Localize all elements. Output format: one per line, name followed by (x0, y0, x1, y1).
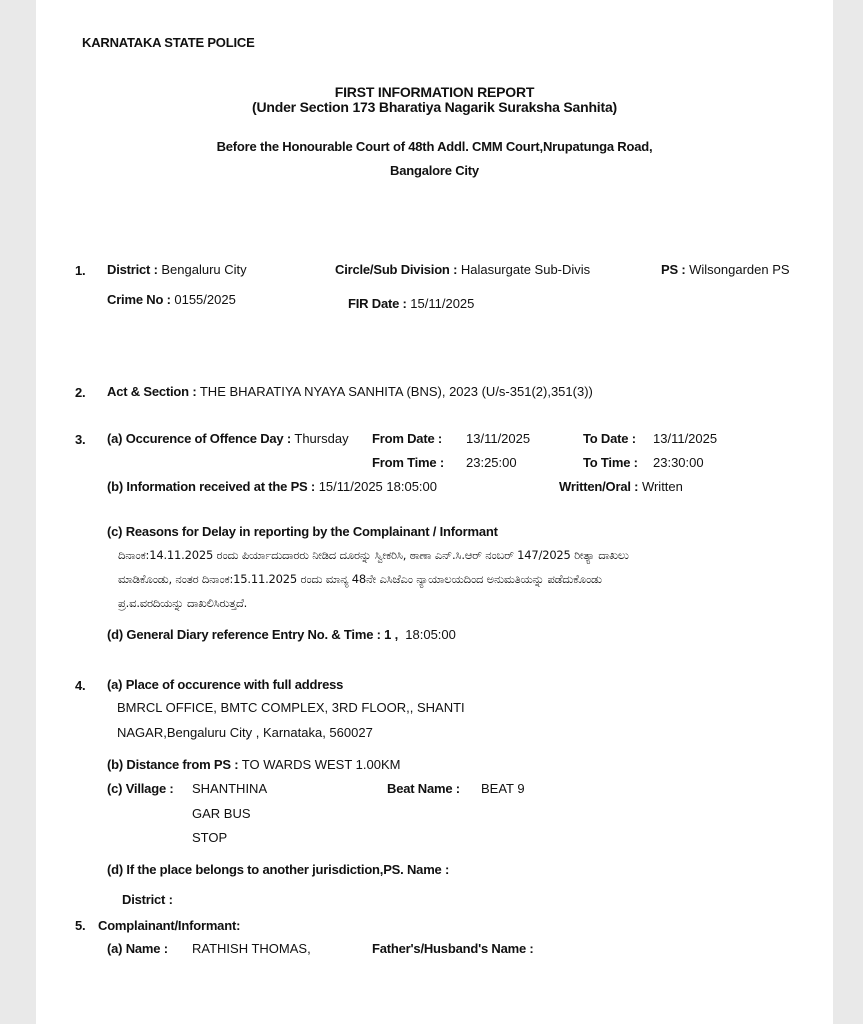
district-value: Bengaluru City (161, 262, 247, 277)
offence-day-field (107, 431, 349, 447)
father-name-label: Father's/Husband's Name : (372, 941, 534, 956)
from-date-label: From Date : (372, 431, 443, 446)
fir-date-field (348, 296, 474, 312)
to-date-value: 13/11/2025 (653, 431, 718, 446)
section-number: 1. (75, 263, 86, 278)
village-value-line: SHANTHINA (192, 781, 268, 796)
section-number: 4. (75, 678, 86, 693)
from-date-value: 13/11/2025 (466, 431, 531, 446)
beat-value: BEAT 9 (481, 781, 525, 796)
from-time-value: 23:25:00 (466, 455, 517, 470)
delay-reason-line: ಮಾಡಿಕೊಂಡು, ನಂತರ ದಿನಾಂಕ:15.11.2025 ರಂದು ಮಾನ್ಯ 48ನೇ ಎಸಿಜೆಎಂ ನ್ಯಾಯಾಲಯದಿಂದ ಅನುಮತಿಯನ್ನು ಪಡೆದುಕೊಂಡು (118, 572, 602, 586)
fir-date-value: 15/11/2025 (410, 296, 475, 311)
crime-no-label: Crime No : (107, 292, 171, 307)
place-address-line: BMRCL OFFICE, BMTC COMPLEX, 3RD FLOOR,, SHANTI (117, 700, 465, 715)
circle-field (335, 262, 590, 278)
delay-reason-line: ಪ್ರ.ವ.ವರದಿಯನ್ನು ದಾಖಲಿಸಿರುತ್ತದೆ. (118, 596, 248, 610)
to-time-label: To Time : (583, 455, 638, 470)
general-diary-field (107, 627, 456, 643)
complainant-name-label: (a) Name : (107, 941, 168, 956)
crime-no-field (107, 292, 236, 308)
ps-field (661, 262, 790, 278)
district-label: District : (107, 262, 158, 277)
to-date-label: To Date : (583, 431, 636, 446)
written-oral-label: Written/Oral : (559, 479, 639, 494)
village-value-line: STOP (192, 830, 228, 845)
circle-label: Circle/Sub Division : (335, 262, 458, 277)
complainant-name-value: RATHISH THOMAS, (192, 941, 311, 956)
circle-value: Halasurgate Sub-Divis (460, 262, 591, 277)
crime-no-value: 0155/2025 (174, 292, 236, 307)
act-label: Act & Section : (107, 384, 197, 399)
general-diary-time: 18:05:00 (405, 627, 456, 642)
ps-label: PS : (661, 262, 686, 277)
fir-document (36, 0, 833, 1024)
info-received-field (107, 479, 437, 495)
act-value: THE BHARATIYA NYAYA SANHITA (BNS), 2023 (U/s-351(2),351(3)) (199, 384, 593, 399)
distance-value: TO WARDS WEST 1.00KM (241, 757, 401, 772)
written-oral-field (559, 479, 683, 495)
info-received-label: (b) Information received at the PS : (107, 479, 316, 494)
place-label: (a) Place of occurence with full address (107, 677, 344, 692)
report-subtitle: (Under Section 173 Bharatiya Nagarik Suraksha Sanhita) (252, 99, 617, 115)
beat-label: Beat Name : (387, 781, 460, 796)
court-line-2: Bangalore City (390, 163, 479, 178)
offence-day-value: Thursday (294, 431, 349, 446)
offence-day-label: (a) Occurence of Offence Day : (107, 431, 291, 446)
to-time-value: 23:30:00 (653, 455, 704, 470)
delay-reason-label: (c) Reasons for Delay in reporting by the Complainant / Informant (107, 524, 498, 539)
village-value-line: GAR BUS (192, 806, 251, 821)
from-time-label: From Time : (372, 455, 444, 470)
section-number: 5. (75, 918, 86, 933)
info-received-value: 15/11/2025 18:05:00 (318, 479, 438, 494)
distance-field (107, 757, 400, 773)
ps-value: Wilsongarden PS (689, 262, 790, 277)
jurisdiction-label: (d) If the place belongs to another jurisdiction,PS. Name : (107, 862, 450, 877)
report-title: FIRST INFORMATION REPORT (334, 84, 535, 100)
delay-reason-line: ದಿನಾಂಕ:14.11.2025 ರಂದು ಪಿರ್ಯಾದುದಾರರು ನೀಡಿದ ದೂರನ್ನು ಸ್ವೀಕರಿಸಿ, ಠಾಣಾ ಎನ್.ಸಿ.ಆರ್ ನಂಬರ್ 147/2025 ರೀತ್ಯಾ ದಾಖಲು (118, 548, 629, 562)
written-oral-value: Written (641, 479, 683, 494)
section-number: 3. (75, 432, 86, 447)
complainant-label: Complainant/Informant: (98, 918, 241, 933)
org-name: KARNATAKA STATE POLICE (82, 35, 255, 50)
court-line-1: Before the Honourable Court of 48th Addl. CMM Court,Nrupatunga Road, (216, 139, 653, 154)
act-section-field (107, 384, 593, 400)
place-address-line: NAGAR,Bengaluru City , Karnataka, 560027 (117, 725, 373, 740)
district-field (107, 262, 247, 278)
jurisdiction-district-label: District : (122, 892, 173, 907)
village-label: (c) Village : (107, 781, 174, 796)
distance-label: (b) Distance from PS : (107, 757, 239, 772)
fir-date-label: FIR Date : (348, 296, 407, 311)
section-number: 2. (75, 385, 86, 400)
general-diary-label: (d) General Diary reference Entry No. & Time : 1 , (107, 627, 399, 642)
